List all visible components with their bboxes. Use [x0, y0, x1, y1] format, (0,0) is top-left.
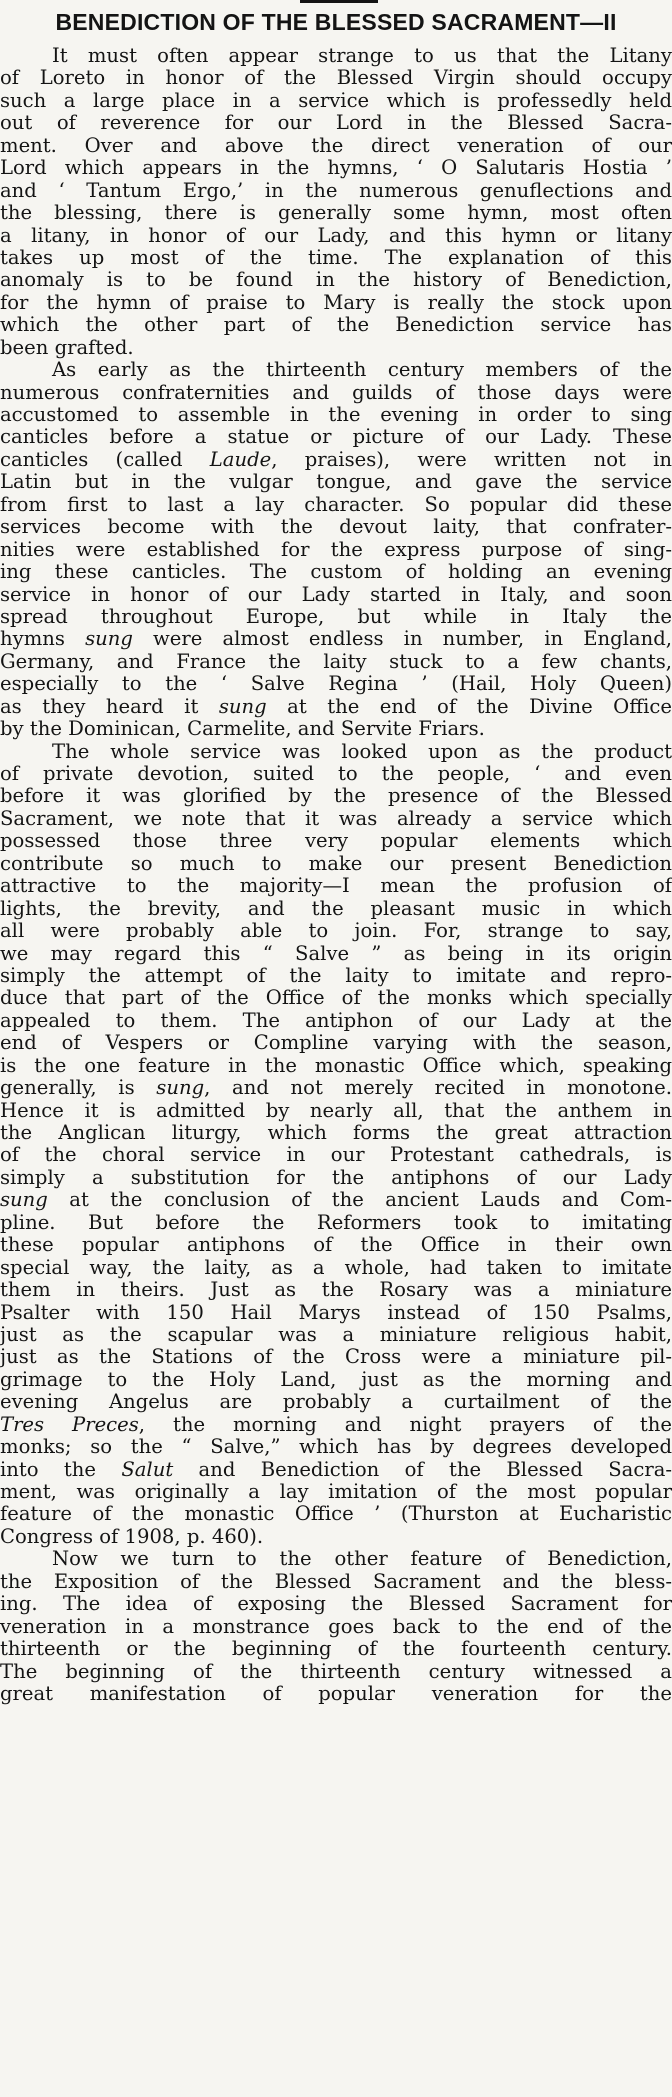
- text-line: veneration in a monstrance goes back to the end of the: [0, 1614, 672, 1638]
- text-line: takes up most of the time. The explanation of this: [0, 245, 672, 269]
- text-line: Now we turn to the other feature of Benediction,: [52, 1547, 672, 1571]
- text-line: all were probably able to join. For, strange to say,: [0, 919, 672, 943]
- text-line: of private devotion, suited to the people, ‘ and even: [0, 762, 672, 785]
- text-line: as they heard it sung at the end of the Divine Office: [0, 694, 672, 718]
- text-line: and ‘ Tantum Ergo,’ in the numerous genuflections and: [0, 178, 672, 202]
- text-line: contribute so much to make our present Benediction: [0, 851, 672, 875]
- text-line: As early as the thirteenth century members of the: [52, 358, 672, 382]
- text-line: of Loreto in honor of the Blessed Virgin should occupy: [0, 66, 672, 90]
- text-line: grimage to the Holy Land, just as the morning and: [0, 1367, 672, 1391]
- text-line: spread throughout Europe, but while in Italy the: [0, 604, 672, 628]
- text-line: canticles before a statue or picture of our Lady. These: [0, 425, 672, 449]
- text-line: Latin but in the vulgar tongue, and gave the service: [0, 470, 672, 494]
- article-title: BENEDICTION OF THE BLESSED SACRAMENT—II: [55, 9, 617, 35]
- text-line: these popular antiphons of the Office in their own: [0, 1233, 672, 1257]
- text-line: is the one feature in the monastic Office which, speaking: [0, 1053, 672, 1077]
- top-rule: [300, 0, 378, 3]
- text-line: Sacrament, we note that it was already a service which: [0, 806, 672, 830]
- italic-term: sung: [218, 694, 267, 718]
- text-line: accustomed to assemble in the evening in order to sing: [0, 403, 672, 426]
- text-line: from first to last a lay character. So popular did these: [0, 492, 672, 516]
- text-line: ing. The idea of exposing the Blessed Sacrament for: [0, 1592, 672, 1616]
- italic-term: Salut: [121, 1457, 174, 1481]
- text-line: which the other part of the Benediction service has: [0, 313, 672, 337]
- text-line: just as the scapular was a miniature religious habit,: [0, 1322, 672, 1346]
- italic-term: Laude: [209, 447, 272, 471]
- text-line: of the choral service in our Protestant cathedrals, is: [0, 1143, 672, 1167]
- text-line: a litany, in honor of our Lady, and this hymn or litany: [0, 223, 672, 247]
- text-line: end of Vespers or Compline varying with the season,: [0, 1031, 672, 1055]
- text-line: canticles (called Laude, praises), were written not in: [0, 447, 672, 471]
- text-line: numerous confraternities and guilds of those days were: [0, 380, 672, 404]
- text-line: into the Salut and Benediction of the Blessed Sacra-: [0, 1457, 672, 1481]
- text-line: Tres Preces, the morning and night prayers of the: [0, 1412, 672, 1436]
- text-line: feature of the monastic Office ’ (Thurston at Eucharistic: [0, 1502, 672, 1526]
- text-line: attractive to the majority—I mean the profusion of: [0, 874, 672, 898]
- text-line: by the Dominican, Carmelite, and Servite Friars.: [0, 717, 485, 741]
- text-line: before it was glorified by the presence of the Blessed: [0, 784, 672, 808]
- text-line: monks; so the “ Salve,” which has by degrees developed: [0, 1435, 672, 1459]
- text-line: Hence it is admitted by nearly all, that the anthem in: [0, 1098, 672, 1122]
- text-line: out of reverence for our Lord in the Blessed Sacra-: [0, 111, 672, 135]
- text-line: simply a substitution for the antiphons of our Lady: [0, 1165, 672, 1189]
- text-line: ing these canticles. The custom of holding an evening: [0, 560, 672, 584]
- text-line: Lord which appears in the hymns, ‘ O Salutaris Hostia ’: [0, 156, 672, 180]
- text-line: services become with the devout laity, that confrater-: [0, 515, 672, 539]
- paragraph: [0, 359, 672, 740]
- text-line: for the hymn of praise to Mary is really the stock upon: [0, 290, 672, 314]
- text-line: ment. Over and above the direct veneration of our: [0, 133, 672, 157]
- text-line: the Anglican liturgy, which forms the great attraction: [0, 1121, 672, 1144]
- text-line: great manifestation of popular veneration for the: [0, 1681, 672, 1705]
- text-line: It must often appear strange to us that the Litany: [52, 44, 672, 67]
- text-line: pline. But before the Reformers took to imitating: [0, 1210, 672, 1234]
- text-line: ment, was originally a lay imitation of the most popular: [0, 1480, 672, 1503]
- text-line: especially to the ‘ Salve Regina ’ (Hail, Holy Queen): [0, 672, 672, 696]
- italic-term: Tres Preces: [0, 1412, 139, 1436]
- italic-term: sung: [85, 627, 133, 651]
- text-line: The whole service was looked upon as the product: [52, 739, 672, 763]
- text-line: just as the Stations of the Cross were a miniature pil-: [0, 1345, 672, 1369]
- text-line: been grafted.: [0, 335, 134, 359]
- text-line: service in honor of our Lady started in Italy, and soon: [0, 582, 672, 606]
- italic-term: sung: [0, 1188, 48, 1212]
- text-line: generally, is sung, and not merely recited in monotone.: [0, 1076, 672, 1100]
- text-line: Psalter with 150 Hail Marys instead of 150 Psalms,: [0, 1300, 672, 1324]
- paragraph: [0, 1548, 672, 1705]
- text-line: hymns sung were almost endless in number, in England,: [0, 627, 672, 651]
- text-line: such a large place in a service which is professedly held: [0, 88, 672, 112]
- italic-term: sung: [156, 1076, 205, 1100]
- text-line: them in theirs. Just as the Rosary was a miniature: [0, 1278, 672, 1302]
- text-line: anomaly is to be found in the history of Benediction,: [0, 268, 672, 292]
- text-line: nities were established for the express purpose of sing-: [0, 537, 672, 561]
- text-line: the Exposition of the Blessed Sacrament and the bless-: [0, 1569, 672, 1593]
- article-body: [0, 45, 672, 1705]
- text-line: The beginning of the thirteenth century witnessed a: [0, 1659, 672, 1683]
- text-line: special way, the laity, as a whole, had taken to imitate: [0, 1255, 672, 1279]
- text-line: simply the attempt of the laity to imitate and repro-: [0, 963, 672, 987]
- paragraph: [0, 741, 672, 1549]
- paragraph: [0, 45, 672, 359]
- text-line: Germany, and France the laity stuck to a few chants,: [0, 649, 672, 673]
- text-line: possessed those three very popular elements which: [0, 829, 672, 853]
- text-line: thirteenth or the beginning of the fourteenth century.: [0, 1637, 672, 1661]
- text-line: we may regard this “ Salve ” as being in its origin: [0, 941, 672, 965]
- text-line: duce that part of the Office of the monks which specially: [0, 986, 672, 1010]
- text-line: appealed to them. The antiphon of our Lady at the: [0, 1008, 672, 1032]
- text-line: Congress of 1908, p. 460).: [0, 1524, 264, 1548]
- text-line: lights, the brevity, and the pleasant music in which: [0, 896, 672, 920]
- text-line: evening Angelus are probably a curtailment of the: [0, 1390, 672, 1414]
- text-line: the blessing, there is generally some hymn, most often: [0, 201, 672, 225]
- text-line: sung at the conclusion of the ancient Lauds and Com-: [0, 1188, 672, 1212]
